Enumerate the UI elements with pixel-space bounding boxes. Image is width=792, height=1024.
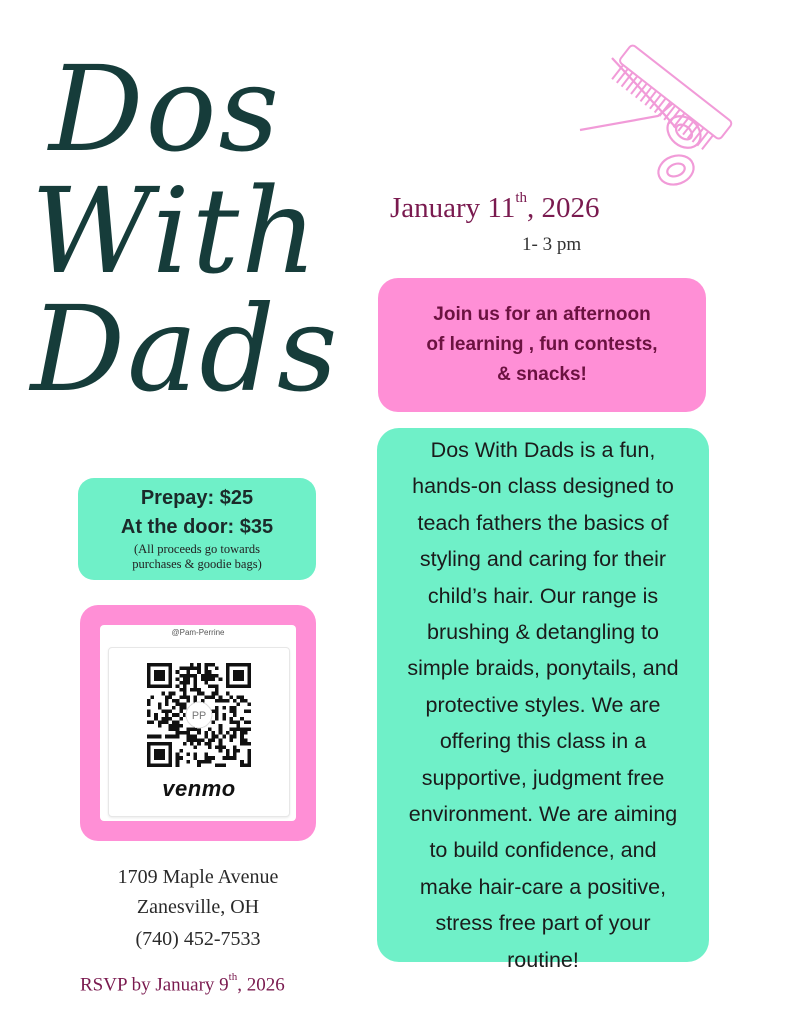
rsvp-year: , 2026 [237,974,285,996]
description-box [377,428,709,972]
description-line: stress free part of your [435,911,651,936]
description-line: brushing & detangling to [427,620,659,645]
scissors-icon [580,58,707,189]
avatar-initials: PP [191,709,207,722]
date-year: , 2026 [527,192,600,224]
description-text [385,432,701,978]
proceeds-note-1: (All proceeds go towards [133,542,260,556]
description-line: supportive, judgment free [421,765,665,790]
scissors-comb-illustration [572,22,752,202]
description-line: hands-on class designed to [412,474,674,499]
event-time: 1- 3 pm [522,234,582,255]
description-line: simple braids, ponytails, and [407,656,679,681]
qr-panel [108,647,290,817]
phone-number: (740) 452-7533 [135,928,261,950]
title-line-2: With [30,162,320,300]
venmo-qr-frame [80,605,316,841]
title-line-1: Dos [48,40,282,178]
pricing-box [78,478,316,580]
description-line: to build confidence, and [429,838,657,863]
address-street: 1709 Maple Avenue [117,866,279,888]
description-line: child’s hair. Our range is [427,583,659,608]
join-callout [378,278,706,412]
qr-code-icon[interactable] [147,663,251,767]
description-line: environment. We are aiming [408,802,678,827]
date-month-day: January 11 [390,192,516,224]
venmo-handle: @Pam-Perrine [171,628,225,637]
event-date [390,192,600,225]
description-line: make hair-care a positive, [419,874,667,899]
description-line: offering this class in a [439,729,647,754]
title-line-3: Dads [30,280,340,418]
rsvp-suffix: th [228,971,238,983]
rsvp-prefix: RSVP by January 9 [80,974,229,996]
rsvp-deadline [80,971,285,996]
address-city: Zanesville, OH [136,896,260,918]
prepay-price: Prepay: $25 [140,487,254,509]
description-line: protective styles. We are [425,692,661,717]
description-line: teach fathers the basics of [417,510,669,535]
description-line: Dos With Dads is a fun, [430,438,656,462]
date-suffix: th [515,190,528,207]
join-line-2: of learning , fun contests, [426,334,658,355]
door-price: At the door: $35 [120,516,274,538]
venmo-card [100,625,296,821]
join-line-1: Join us for an afternoon [433,304,651,325]
join-line-3: & snacks! [497,364,587,385]
description-line: styling and caring for their [419,547,667,572]
venmo-logo: venmo [162,776,236,801]
description-line: routine! [507,947,579,972]
proceeds-note-2: purchases & goodie bags) [132,557,262,571]
